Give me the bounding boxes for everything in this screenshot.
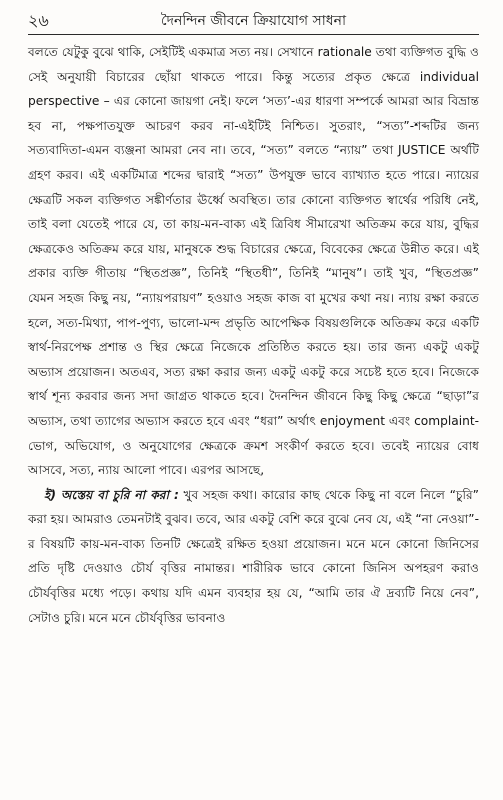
section-heading: ই) অস্তেয় বা চুরি না করা : — [44, 487, 179, 502]
page-header — [28, 8, 479, 35]
paragraph: বলতে যেটুকু বুঝে থাকি, সেইটিই একমাত্র সত্য নয়। সেখানে rationale তথা ব্যক্তিগত বুদ্ধি ও সেই অনুযায়ী বিচারের ছোঁয়া থাকতে পারে। কিন্তু সত্যের প্রকৃত ক্ষেত্রে individual perspective – এর কোনো জায়গা নেই। ফলে ‘সত্য’-এর ধারণা সম্পর্কে আমরা আর বিভ্রান্ত হব না, পক্ষপাতযুক্ত আচরণ করব না-এইটিই নিশ্চিত। সুতরাং, “সত্য”-শব্দটির জন্য সত্যবাদিতা-এমন ব্যঞ্জনা আমরা নেব না। তবে, “সত্য” বলতে “ন্যায়” তথা JUSTICE অর্থটি গ্রহণ করব। এই একটিমাত্র শব্দের দ্বারাই “সত্য” উপযুক্ত ভাবে ব্যাখ্যাত হতে পারে। ন্যায়ের ক্ষেত্রটি সকল ব্যক্তিগত সঙ্কীর্ণতার ঊর্ধ্বে অবস্থিত। তার কোনো ব্যক্তিগত স্বার্থের পরিধি নেই, তাই বলা যেতেই পারে যে, তা কায়-মন-বাক্য এই ত্রিবিধ সীমারেখা অতিক্রম করে যায়, বুদ্ধির ক্ষেত্রকেও অতিক্রম করে যায়, মানুষকে শুদ্ধ বিচারের ক্ষেত্রে, বিবেকের ক্ষেত্রে উন্নীত করে। এই প্রকার ব্যক্তি গীতায় “স্থিতপ্রজ্ঞ”, তিনিই “স্থিতধী”, তিনিই “মানুষ”। তাই খুব, “স্থিতপ্রজ্ঞ” যেমন সহজ কিছু নয়, “ন্যায়পরায়ণ” হওয়াও সহজ কাজ বা মুখের কথা নয়। ন্যায় রক্ষা করতে হলে, সত্য-মিথ্যা, পাপ-পুণ্য, ভালো-মন্দ প্রভৃতি আপেক্ষিক বিষয়গুলিকে অতিক্রম করে একটি স্বার্থ-নিরপেক্ষ প্রশান্ত ও স্থির ক্ষেত্রে নিজেকে প্রতিষ্ঠিত করতে হয়। তার জন্য একটু একটু অভ্যাস প্রয়োজন। অতএব, সত্য রক্ষা করার জন্য একটু একটু করে সচেষ্ট হতে হবে। নিজেকে স্বার্থ শূন্য করবার জন্য সদা জাগ্রত থাকতে হবে। দৈনন্দিন জীবনে কিছু কিছু ক্ষেত্রে “ছাড়া”র অভ্যাস, তথা ত্যাগের অভ্যাস করতে হবে এবং “ধরা” অর্থাৎ enjoyment এবং complaint-ভোগ, অভিযোগ, ও অনুযোগের ক্ষেত্রকে ক্রমশ সংকীর্ণ করতে হবে। তবেই ন্যায়ের বোধ আসবে, সত্য, ন্যায় আলো পাবে। এরপর আসছে, — [28, 45, 479, 478]
page-number: ২৬ — [28, 11, 49, 30]
paragraph-text: খুব সহজ কথা। কারোর কাছ থেকে কিছু না বলে নিলে “চুরি” করা হয়। আমরাও তেমনটাই বুঝব। তবে, আর একটু বেশি করে বুঝে নেব যে, এই “না নেওয়া”-র বিষয়টি কায়-মন-বাক্য তিনটি ক্ষেত্রেই রক্ষিত হওয়া প্রয়োজন। মনে মনে কোনো জিনিসের প্রতি দৃষ্টি দেওয়াও চৌর্য বৃত্তির নামান্তর। শারীরিক ভাবে কোনো জিনিস অপহরণ করাও চৌর্যবৃত্তির মধ্যে পড়ে। কথায় যদি এমন ব্যবহার হয় যে, “আমি তার ঐ দ্রব্যটি নিয়ে নেব”, সেটাও চুরি। মনে মনে চৌর্যবৃত্তির ভাবনাও — [28, 487, 480, 625]
body-text — [28, 40, 479, 630]
paragraph — [28, 483, 479, 631]
running-title: দৈনন্দিন জীবনে ক্রিয়াযোগ সাধনা — [160, 13, 347, 29]
